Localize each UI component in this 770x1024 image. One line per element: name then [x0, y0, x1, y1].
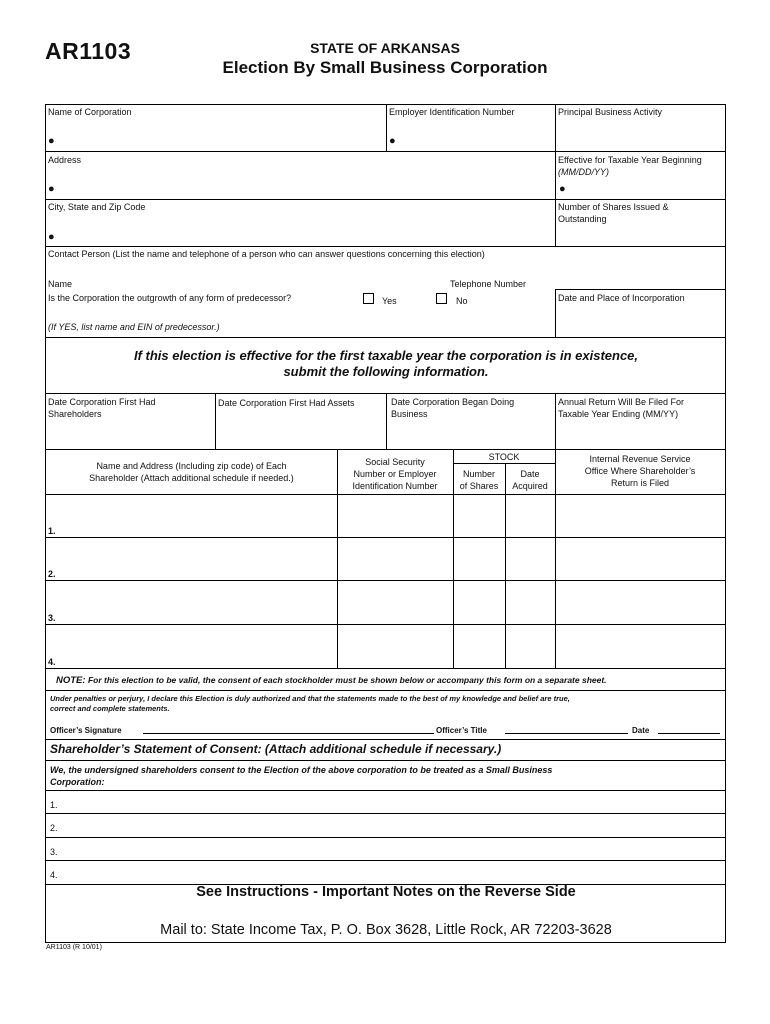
- first-year-banner: If this election is effective for the first taxable year the corporation is in existence,: [133, 348, 639, 363]
- if-yes-label: (If YES, list name and EIN of predecessor.): [48, 322, 220, 332]
- telephone-label: Telephone Number: [450, 279, 527, 289]
- shareholder-row-2-number: 2.: [48, 569, 56, 579]
- consent-heading: Shareholder’s Statement of Consent: (Attach additional schedule if necessary.): [50, 742, 502, 756]
- shareholder-row-3-number: 3.: [48, 613, 56, 623]
- shareholder-name-header-2: Shareholder (Attach additional schedule if needed.): [89, 473, 294, 483]
- corporation-name-bullet: ●: [48, 135, 55, 147]
- officer-title-field[interactable]: [505, 733, 628, 734]
- form-id: AR1103: [45, 38, 132, 64]
- consent-line-3-number: 3.: [50, 847, 58, 857]
- stock-header: STOCK: [488, 452, 520, 462]
- effective-year-bullet: ●: [559, 183, 566, 195]
- first-assets-label: Date Corporation First Had Assets: [218, 398, 355, 408]
- date-place-incorporation-field[interactable]: [558, 306, 722, 334]
- irs-office-header: Internal Revenue Service: [589, 454, 691, 464]
- consent-line-1[interactable]: [64, 792, 722, 811]
- effective-year-label: Effective for Taxable Year Beginning: [558, 155, 702, 165]
- date-place-incorporation-label: Date and Place of Incorporation: [558, 293, 685, 303]
- first-shareholders-field[interactable]: [48, 422, 212, 447]
- city-state-zip-field[interactable]: [60, 226, 550, 245]
- address-bullet: ●: [48, 183, 55, 195]
- instructions-note: See Instructions - Important Notes on the Reverse Side: [196, 884, 576, 900]
- ssn-header-2: Number or Employer: [353, 469, 437, 479]
- predecessor-field[interactable]: [250, 318, 550, 334]
- shares-issued-field[interactable]: [558, 226, 722, 245]
- principal-activity-label: Principal Business Activity: [558, 107, 663, 117]
- consent-line-2-number: 2.: [50, 823, 58, 833]
- no-label: No: [456, 296, 468, 306]
- city-state-zip-label: City, State and Zip Code: [48, 202, 146, 212]
- declaration-text-2: correct and complete statements.: [50, 704, 170, 713]
- first-shareholders-label: Date Corporation First Had: [48, 397, 156, 407]
- contact-name-field[interactable]: [74, 276, 444, 289]
- address-field[interactable]: [60, 178, 550, 197]
- shares-issued-label-2: Outstanding: [558, 214, 607, 224]
- effective-year-format: (MM/DD/YY): [558, 167, 609, 177]
- shareholder-row-1-number: 1.: [48, 526, 56, 536]
- date-label: Date: [632, 726, 650, 735]
- officer-title-label: Officer’s Title: [436, 726, 487, 735]
- first-year-banner-2: submit the following information.: [283, 364, 489, 379]
- annual-return-label-2: Taxable Year Ending (MM/YY): [558, 409, 679, 419]
- shares-issued-label: Number of Shares Issued &: [558, 202, 669, 212]
- shareholder-row-1[interactable]: [62, 496, 334, 535]
- consent-line-1-number: 1.: [50, 800, 58, 810]
- shareholder-name-header: Name and Address (Including zip code) of Each: [96, 461, 287, 471]
- form-revision: AR1103 (R 10/01): [46, 944, 102, 951]
- consent-text: We, the undersigned shareholders consent to the Election of the above corporation to be treated as a Small Business: [50, 765, 553, 775]
- shareholder-row-3[interactable]: [62, 582, 334, 622]
- address-label: Address: [48, 155, 82, 165]
- date-field[interactable]: [658, 733, 720, 734]
- consent-line-4-number: 4.: [50, 870, 58, 880]
- contact-name-label: Name: [48, 279, 73, 289]
- consent-line-3[interactable]: [64, 839, 722, 858]
- predecessor-question: Is the Corporation the outgrowth of any form of predecessor?: [48, 293, 292, 303]
- ssn-header: Social Security: [365, 457, 425, 467]
- mailing-address: Mail to: State Income Tax, P. O. Box 3628, Little Rock, AR 72203-3628: [160, 922, 612, 938]
- date-acquired-header-2: Acquired: [512, 481, 548, 491]
- city-bullet: ●: [48, 231, 55, 243]
- began-business-label-2: Business: [391, 409, 428, 419]
- first-assets-field[interactable]: [218, 422, 383, 447]
- form-title: Election By Small Business Corporation: [222, 58, 548, 77]
- ssn-header-3: Identification Number: [352, 481, 438, 491]
- shareholder-row-2[interactable]: [62, 539, 334, 578]
- officer-signature-field[interactable]: [143, 733, 434, 734]
- effective-year-field[interactable]: [571, 178, 721, 197]
- began-business-field[interactable]: [389, 422, 552, 447]
- ein-field[interactable]: [401, 130, 551, 149]
- note-text: NOTE: For this election to be valid, the consent of each stockholder must be shown below or accompany this form on a separate sheet.: [56, 675, 607, 686]
- contact-person-label: Contact Person (List the name and telephone of a person who can answer questions concerning this election): [48, 249, 485, 259]
- irs-office-header-2: Office Where Shareholder’s: [584, 466, 696, 476]
- telephone-field[interactable]: [540, 276, 722, 289]
- number-of-shares-header: Number: [462, 469, 495, 479]
- declaration-text: Under penalties or perjury, I declare this Election is duly authorized and that the statements made to the best of my knowledge and belief are true,: [50, 694, 570, 703]
- ein-bullet: ●: [389, 135, 396, 147]
- officer-signature-label: Officer’s Signature: [50, 726, 122, 735]
- began-business-label: Date Corporation Began Doing: [391, 397, 515, 407]
- principal-activity-field[interactable]: [558, 120, 722, 149]
- state-name: STATE OF ARKANSAS: [310, 40, 460, 56]
- consent-line-4[interactable]: [64, 862, 722, 882]
- yes-label: Yes: [382, 296, 397, 306]
- ein-label: Employer Identification Number: [389, 107, 515, 117]
- predecessor-no-checkbox[interactable]: [436, 293, 447, 304]
- irs-office-header-3: Return is Filed: [610, 478, 670, 488]
- predecessor-yes-checkbox[interactable]: [363, 293, 374, 304]
- corporation-name-field[interactable]: [60, 130, 382, 149]
- annual-return-field[interactable]: [558, 422, 722, 447]
- date-acquired-header: Date: [520, 469, 540, 479]
- consent-line-2[interactable]: [64, 815, 722, 835]
- shareholder-row-4-number: 4.: [48, 657, 56, 667]
- annual-return-label: Annual Return Will Be Filed For: [558, 397, 685, 407]
- first-shareholders-label-2: Shareholders: [48, 409, 102, 419]
- shareholder-row-4[interactable]: [62, 626, 334, 666]
- number-of-shares-header-2: of Shares: [459, 481, 499, 491]
- consent-text-2: Corporation:: [50, 777, 105, 787]
- name-of-corporation-label: Name of Corporation: [48, 107, 132, 117]
